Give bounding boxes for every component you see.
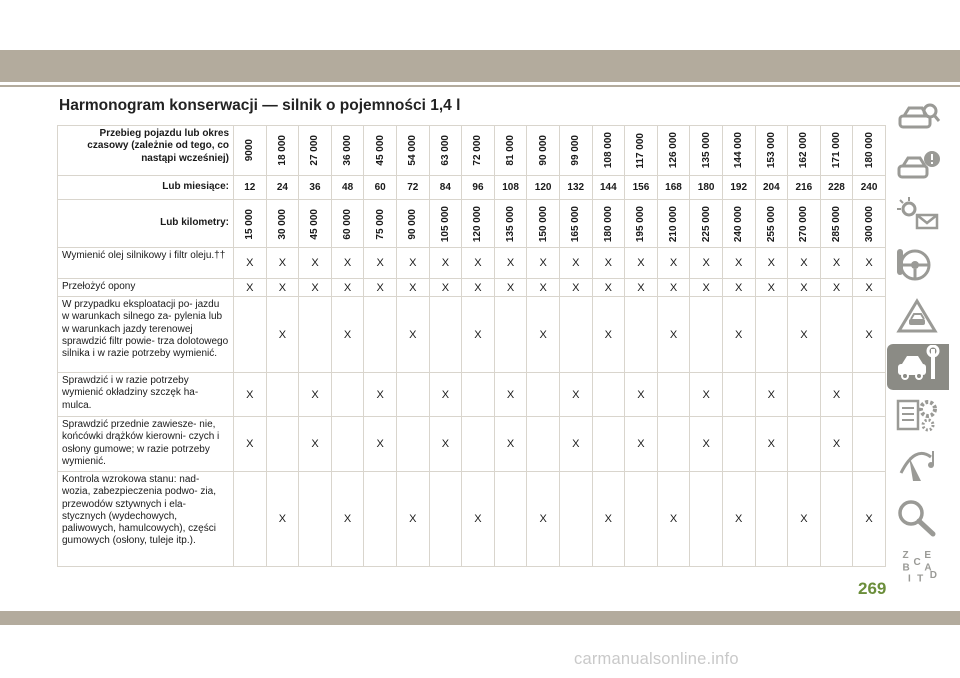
- mileage-cell: [690, 126, 723, 176]
- task-mark: X: [266, 297, 299, 373]
- mileage-cell: [592, 126, 625, 176]
- task-mark: X: [266, 279, 299, 297]
- km-cell: [755, 200, 788, 248]
- km-value: 150 000: [537, 206, 549, 243]
- km-value: 225 000: [700, 206, 712, 243]
- index-tab[interactable]: [887, 546, 949, 592]
- task-mark: X: [331, 248, 364, 279]
- mileage-value: 9000: [244, 139, 256, 162]
- task-mark: X: [494, 248, 527, 279]
- km-cell: [722, 200, 755, 248]
- task-mark: X: [755, 279, 788, 297]
- page-title: Harmonogram konserwacji — silnik o pojemności 1,4 l: [59, 97, 461, 114]
- task-mark: [853, 417, 886, 472]
- road-warning-icon: [895, 297, 941, 342]
- task-mark: X: [592, 279, 625, 297]
- task-mark: [494, 472, 527, 567]
- task-mark: X: [462, 248, 495, 279]
- task-mark: X: [592, 248, 625, 279]
- task-mark: X: [462, 279, 495, 297]
- task-mark: X: [331, 297, 364, 373]
- task-mark: [364, 297, 397, 373]
- months-cell: 36: [299, 176, 332, 200]
- mileage-cell: [462, 126, 495, 176]
- mileage-cell: [722, 126, 755, 176]
- road-warning-tab[interactable]: [887, 296, 949, 342]
- mileage-value: 126 000: [668, 132, 680, 169]
- km-value: 300 000: [863, 206, 875, 243]
- top-band: [0, 50, 960, 82]
- task-mark: [755, 472, 788, 567]
- dashboard-lights-icon: [895, 195, 941, 240]
- task-mark: X: [462, 472, 495, 567]
- km-value: 45 000: [309, 209, 321, 240]
- page-number: 269: [858, 579, 887, 598]
- task-mark: X: [299, 417, 332, 472]
- task-mark: X: [396, 279, 429, 297]
- task-mark: X: [853, 248, 886, 279]
- mileage-value: 144 000: [733, 132, 745, 169]
- task-mark: X: [657, 297, 690, 373]
- km-cell: [266, 200, 299, 248]
- task-mark: X: [690, 417, 723, 472]
- task-mark: X: [234, 373, 267, 417]
- mileage-cell: [494, 126, 527, 176]
- months-row: [58, 176, 886, 200]
- months-cell: 60: [364, 176, 397, 200]
- mileage-cell: [299, 126, 332, 176]
- task-mark: [657, 417, 690, 472]
- months-cell: 96: [462, 176, 495, 200]
- task-mark: [722, 417, 755, 472]
- task-mark: [722, 373, 755, 417]
- mileage-value: 99 000: [570, 135, 582, 166]
- task-mark: X: [853, 279, 886, 297]
- task-row: [58, 297, 886, 373]
- task-mark: [494, 297, 527, 373]
- task-mark: X: [234, 417, 267, 472]
- top-rule: [0, 85, 960, 87]
- km-value: 180 000: [602, 206, 614, 243]
- months-cell: 144: [592, 176, 625, 200]
- mileage-value: 108 000: [602, 132, 614, 169]
- months-cell: 72: [396, 176, 429, 200]
- km-label: Lub kilometry:: [58, 200, 234, 248]
- maintenance-table: [57, 125, 886, 567]
- km-value: 210 000: [668, 206, 680, 243]
- km-value: 135 000: [505, 206, 517, 243]
- task-mark: [234, 297, 267, 373]
- car-info-tab[interactable]: [887, 98, 949, 144]
- task-mark: X: [625, 417, 658, 472]
- search-icon: [895, 497, 941, 542]
- task-mark: X: [331, 279, 364, 297]
- task-mark: [690, 297, 723, 373]
- task-mark: X: [853, 472, 886, 567]
- index-letter: A: [924, 562, 932, 574]
- task-mark: X: [396, 472, 429, 567]
- km-value: 195 000: [635, 206, 647, 243]
- km-cell: [853, 200, 886, 248]
- mileage-value: 54 000: [407, 135, 419, 166]
- km-cell: [396, 200, 429, 248]
- mileage-cell: [234, 126, 267, 176]
- task-mark: [820, 472, 853, 567]
- task-mark: [429, 472, 462, 567]
- km-value: 285 000: [830, 206, 842, 243]
- task-mark: X: [559, 417, 592, 472]
- task-mark: [625, 472, 658, 567]
- task-label: Sprawdzić przednie zawiesze- nie, końcówki drążków kierowni- czych i osłony gumowe; w razie potrzeby wymienić.: [58, 417, 234, 472]
- km-cell: [331, 200, 364, 248]
- task-mark: X: [853, 297, 886, 373]
- km-value: 240 000: [733, 206, 745, 243]
- task-mark: X: [462, 297, 495, 373]
- months-cell: 132: [559, 176, 592, 200]
- months-cell: 24: [266, 176, 299, 200]
- car-warning-icon: [895, 147, 941, 192]
- months-cell: 228: [820, 176, 853, 200]
- task-mark: X: [396, 248, 429, 279]
- mileage-cell: [364, 126, 397, 176]
- car-service-icon: [895, 345, 941, 390]
- task-mark: [527, 417, 560, 472]
- task-mark: [559, 297, 592, 373]
- task-label: Przełożyć opony: [58, 279, 234, 297]
- mileage-value: 27 000: [309, 135, 321, 166]
- task-mark: X: [364, 279, 397, 297]
- task-mark: [234, 472, 267, 567]
- task-label: Kontrola wzrokowa stanu: nad- wozia, zabezpieczenia podwo- zia, przewodów sztywnych i ela- stycznych (wydechowych, paliwowych, hamulcowych), części gumowych (osłony, tuleje itp.).: [58, 472, 234, 567]
- task-mark: X: [820, 373, 853, 417]
- km-value: 120 000: [472, 206, 484, 243]
- task-mark: [396, 417, 429, 472]
- task-mark: X: [788, 472, 821, 567]
- mileage-cell: [755, 126, 788, 176]
- task-mark: X: [625, 373, 658, 417]
- task-mark: X: [429, 248, 462, 279]
- months-cell: 240: [853, 176, 886, 200]
- index-letter: Z: [902, 549, 909, 561]
- task-mark: X: [299, 373, 332, 417]
- airbag-safety-tab[interactable]: [887, 244, 949, 290]
- km-cell: [234, 200, 267, 248]
- task-mark: [266, 417, 299, 472]
- mileage-cell: [625, 126, 658, 176]
- km-value: 30 000: [276, 209, 288, 240]
- bottom-band: [0, 611, 960, 625]
- mileage-cell: [396, 126, 429, 176]
- task-mark: X: [331, 472, 364, 567]
- months-cell: 12: [234, 176, 267, 200]
- car-warning-tab[interactable]: [887, 146, 949, 192]
- task-mark: [299, 472, 332, 567]
- task-mark: [625, 297, 658, 373]
- months-cell: 48: [331, 176, 364, 200]
- mileage-value: 135 000: [700, 132, 712, 169]
- km-cell: [690, 200, 723, 248]
- task-mark: [755, 297, 788, 373]
- dashboard-lights-tab[interactable]: [887, 194, 949, 240]
- task-mark: [690, 472, 723, 567]
- mileage-value: 45 000: [374, 135, 386, 166]
- task-mark: [331, 417, 364, 472]
- task-mark: X: [559, 248, 592, 279]
- task-mark: [331, 373, 364, 417]
- mileage-cell: [657, 126, 690, 176]
- task-mark: X: [234, 248, 267, 279]
- months-cell: 216: [788, 176, 821, 200]
- months-cell: 84: [429, 176, 462, 200]
- mileage-value: 90 000: [537, 135, 549, 166]
- task-mark: X: [429, 279, 462, 297]
- km-value: 75 000: [374, 209, 386, 240]
- mileage-cell: [429, 126, 462, 176]
- task-mark: [396, 373, 429, 417]
- index-letter: E: [924, 549, 932, 561]
- airbag-safety-icon: [895, 245, 941, 290]
- task-row: [58, 373, 886, 417]
- task-mark: X: [429, 417, 462, 472]
- task-mark: [527, 373, 560, 417]
- mileage-header-row: [58, 126, 886, 176]
- index-letter: B: [902, 562, 910, 574]
- task-mark: X: [527, 248, 560, 279]
- task-mark: X: [722, 248, 755, 279]
- task-mark: X: [364, 417, 397, 472]
- task-mark: X: [755, 373, 788, 417]
- task-mark: X: [527, 297, 560, 373]
- months-cell: 180: [690, 176, 723, 200]
- task-mark: X: [722, 472, 755, 567]
- months-cell: 108: [494, 176, 527, 200]
- km-value: 15 000: [244, 209, 256, 240]
- mileage-value: 18 000: [276, 135, 288, 166]
- index-letter: D: [929, 569, 938, 581]
- task-mark: X: [299, 248, 332, 279]
- task-mark: X: [722, 279, 755, 297]
- task-mark: X: [559, 279, 592, 297]
- task-mark: [820, 297, 853, 373]
- task-mark: X: [494, 417, 527, 472]
- task-mark: [266, 373, 299, 417]
- mileage-cell: [788, 126, 821, 176]
- task-mark: X: [396, 297, 429, 373]
- task-mark: X: [527, 279, 560, 297]
- task-mark: X: [625, 279, 658, 297]
- task-mark: X: [234, 279, 267, 297]
- km-cell: [527, 200, 560, 248]
- task-mark: X: [690, 373, 723, 417]
- mileage-header-label: Przebieg pojazdu lub okres czasowy (zależnie od tego, co nastąpi wcześniej): [58, 126, 234, 176]
- task-mark: [462, 417, 495, 472]
- task-mark: X: [755, 417, 788, 472]
- task-mark: [559, 472, 592, 567]
- task-mark: X: [820, 417, 853, 472]
- task-mark: X: [690, 279, 723, 297]
- task-mark: [364, 472, 397, 567]
- task-mark: X: [527, 472, 560, 567]
- task-mark: X: [755, 248, 788, 279]
- km-cell: [494, 200, 527, 248]
- task-mark: X: [266, 472, 299, 567]
- task-mark: X: [657, 472, 690, 567]
- months-cell: 156: [625, 176, 658, 200]
- mileage-value: 36 000: [342, 135, 354, 166]
- task-mark: X: [494, 279, 527, 297]
- km-cell: [788, 200, 821, 248]
- car-info-icon: [895, 99, 941, 144]
- mileage-cell: [266, 126, 299, 176]
- task-mark: X: [690, 248, 723, 279]
- km-value: 270 000: [798, 206, 810, 243]
- task-mark: [853, 373, 886, 417]
- mileage-cell: [559, 126, 592, 176]
- km-value: 165 000: [570, 206, 582, 243]
- km-value: 255 000: [765, 206, 777, 243]
- months-cell: 168: [657, 176, 690, 200]
- mileage-cell: [853, 126, 886, 176]
- specs-gear-tab[interactable]: [887, 394, 949, 440]
- index-letter: T: [917, 573, 924, 585]
- mileage-value: 162 000: [798, 132, 810, 169]
- specs-gear-icon: [895, 395, 941, 440]
- mileage-value: 180 000: [863, 132, 875, 169]
- task-mark: X: [592, 297, 625, 373]
- km-value: 90 000: [407, 209, 419, 240]
- months-label: Lub miesiące:: [58, 176, 234, 200]
- km-cell: [299, 200, 332, 248]
- search-tab[interactable]: [887, 496, 949, 542]
- section-tabs: [887, 98, 949, 598]
- months-cell: 192: [722, 176, 755, 200]
- task-mark: X: [364, 373, 397, 417]
- months-cell: 204: [755, 176, 788, 200]
- task-row: [58, 417, 886, 472]
- task-row: [58, 248, 886, 279]
- task-mark: X: [429, 373, 462, 417]
- task-mark: X: [364, 248, 397, 279]
- task-label: Wymienić olej silnikowy i filtr oleju.††: [58, 248, 234, 279]
- mileage-value: 171 000: [830, 132, 842, 169]
- task-mark: X: [820, 248, 853, 279]
- car-service-tab[interactable]: [887, 344, 949, 390]
- mileage-value: 117 000: [635, 132, 647, 169]
- km-row: [58, 200, 886, 248]
- task-mark: [788, 417, 821, 472]
- task-mark: X: [788, 248, 821, 279]
- months-cell: 120: [527, 176, 560, 200]
- task-mark: X: [266, 248, 299, 279]
- task-mark: [592, 373, 625, 417]
- km-value: 105 000: [439, 206, 451, 243]
- task-mark: [462, 373, 495, 417]
- task-mark: [657, 373, 690, 417]
- km-cell: [462, 200, 495, 248]
- multimedia-icon: [895, 443, 941, 488]
- mileage-value: 153 000: [765, 132, 777, 169]
- km-cell: [657, 200, 690, 248]
- km-value: 60 000: [342, 209, 354, 240]
- mileage-value: 63 000: [439, 135, 451, 166]
- task-mark: [788, 373, 821, 417]
- task-mark: X: [299, 279, 332, 297]
- index-letter: C: [913, 556, 921, 568]
- task-mark: X: [722, 297, 755, 373]
- task-mark: X: [657, 248, 690, 279]
- mileage-cell: [331, 126, 364, 176]
- task-mark: [299, 297, 332, 373]
- task-mark: X: [788, 279, 821, 297]
- task-mark: X: [625, 248, 658, 279]
- task-label: Sprawdzić i w razie potrzeby wymienić okładziny szczęk ha- mulca.: [58, 373, 234, 417]
- km-cell: [820, 200, 853, 248]
- watermark: carmanualsonline.info: [574, 650, 739, 668]
- task-row: [58, 472, 886, 567]
- task-mark: [429, 297, 462, 373]
- index-letter: I: [908, 573, 911, 585]
- km-cell: [625, 200, 658, 248]
- km-cell: [559, 200, 592, 248]
- mileage-value: 81 000: [505, 135, 517, 166]
- km-cell: [429, 200, 462, 248]
- mileage-cell: [820, 126, 853, 176]
- task-mark: X: [657, 279, 690, 297]
- task-row: [58, 279, 886, 297]
- task-label: W przypadku eksploatacji po- jazdu w warunkach silnego za- pylenia lub w warunkach jazdy terenowej sprawdzić filtr powie- trza dolotowego silnika i w razie potrzeby wymienić.: [58, 297, 234, 373]
- task-mark: X: [494, 373, 527, 417]
- multimedia-tab[interactable]: [887, 442, 949, 488]
- task-mark: X: [592, 472, 625, 567]
- task-mark: X: [559, 373, 592, 417]
- mileage-value: 72 000: [472, 135, 484, 166]
- task-mark: X: [820, 279, 853, 297]
- task-mark: X: [788, 297, 821, 373]
- km-cell: [592, 200, 625, 248]
- task-mark: [592, 417, 625, 472]
- km-cell: [364, 200, 397, 248]
- index-icon: [895, 547, 941, 592]
- mileage-cell: [527, 126, 560, 176]
